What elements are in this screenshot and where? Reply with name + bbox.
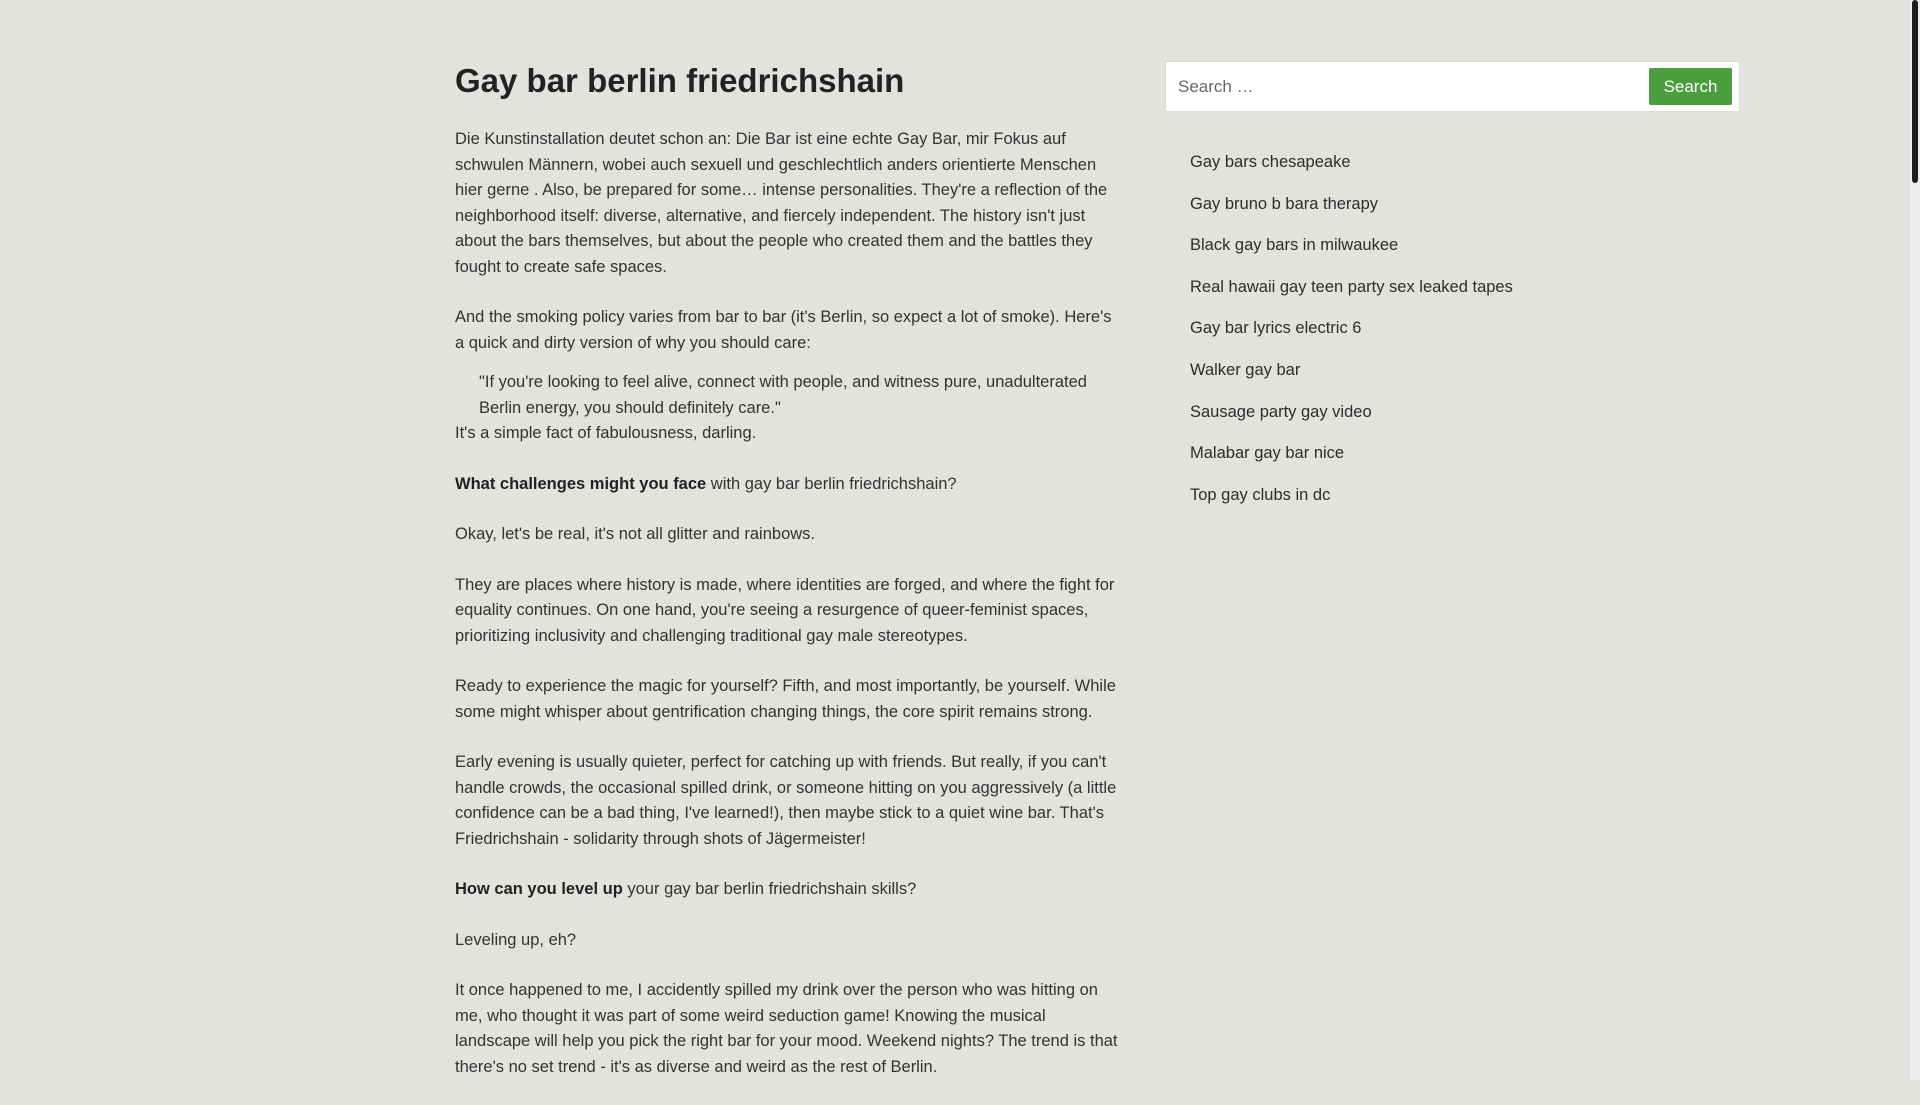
list-item (1190, 267, 1740, 309)
article-paragraph: Leveling up, eh? (455, 930, 577, 949)
spacer (455, 356, 1120, 370)
list-item (1190, 475, 1740, 517)
article-paragraph: Ready to experience the magic for yourself? Fifth, and most importantly, be yourself. While some might whisper about gentrification changing things, the core spirit remains strong. (455, 677, 1116, 721)
related-link[interactable]: Real hawaii gay teen party sex leaked tapes (1190, 277, 1513, 296)
list-item (1190, 433, 1740, 475)
list-item (1190, 392, 1740, 434)
article-paragraph: It's a simple fact of fabulousness, darling. (455, 424, 757, 442)
article (455, 58, 1120, 1105)
vertical-scrollbar[interactable] (1910, 0, 1920, 1080)
related-link[interactable]: Black gay bars in milwaukee (1190, 236, 1399, 255)
related-link[interactable]: Top gay clubs in dc (1190, 485, 1331, 504)
section-question (455, 472, 1120, 498)
section-question (455, 877, 1120, 903)
question-bold: How can you level up (455, 880, 623, 898)
article-paragraph: And the smoking policy varies from bar to bar (it's Berlin, so expect a lot of smoke). Here's a quick and dirty version of why you should care: (455, 308, 1112, 352)
list-item (1190, 142, 1740, 184)
related-links-list (1165, 142, 1740, 516)
related-link[interactable]: Gay bruno b bara therapy (1190, 194, 1379, 213)
related-link[interactable]: Gay bar lyrics electric 6 (1190, 319, 1362, 338)
article-paragraph: Early evening is usually quieter, perfect for catching up with friends. But really, if you can't handle crowds, the occasional spilled drink, or someone hitting on you aggressively (a little confidence can be a bad thing, I've learned!), then maybe stick to a quiet wine bar. That's Friedrichshain - solidarity through shots of Jägermeister! (455, 753, 1117, 848)
search-button[interactable]: Search (1649, 68, 1732, 105)
page-title: Gay bar berlin friedrichshain (455, 62, 905, 99)
related-link[interactable]: Sausage party gay video (1190, 402, 1372, 421)
list-item (1190, 308, 1740, 350)
search-form (1165, 61, 1740, 112)
related-link[interactable]: Walker gay bar (1190, 360, 1301, 379)
question-rest: with gay bar berlin friedrichshain? (706, 474, 957, 493)
article-paragraph: They are places where history is made, where identities are forged, and where the fight for equality continues. On one hand, you're seeing a resurgence of queer-feminist spaces, prioritizing inclusivity and challenging traditional gay male stereotypes. (455, 575, 1115, 645)
article-paragraph: It once happened to me, I accidently spilled my drink over the person who was hitting on me, who thought it was part of some weird seduction game! Knowing the musical landscape will help you pick the right bar for your mood. Weekend nights? The trend is that there's no set trend - it's as diverse and weird as the rest of Berlin. (455, 981, 1118, 1076)
article-paragraph: Okay, let's be real, it's not all glitter and rainbows. (455, 525, 815, 543)
related-link[interactable]: Malabar gay bar nice (1190, 444, 1345, 463)
blockquote: "If you're looking to feel alive, connect with people, and witness pure, unadulterated Berlin energy, you should definitely care." (479, 373, 1087, 417)
sidebar (1165, 61, 1740, 516)
related-link[interactable]: Gay bars chesapeake (1190, 153, 1351, 171)
list-item (1190, 184, 1740, 226)
list-item (1190, 350, 1740, 392)
question-bold: What challenges might you face (455, 474, 707, 493)
article-paragraph: Die Kunstinstallation deutet schon an: Die Bar ist eine echte Gay Bar, mir Fokus auf schwulen Männern, wobei auch sexuell und geschlechtlich anders orientierte Menschen hier gerne . Also, be prepared for some… intense personalities. They're a reflection of the neighborhood itself: diverse, alternative, and fiercely independent. The history isn't just about the bars themselves, but about the people who created them and the battles they fought to create safe spaces. (455, 130, 1108, 276)
scrollbar-thumb[interactable] (1912, 0, 1918, 183)
list-item (1190, 225, 1740, 267)
search-input[interactable] (1166, 62, 1646, 111)
question-rest: your gay bar berlin friedrichshain skills? (622, 880, 917, 898)
